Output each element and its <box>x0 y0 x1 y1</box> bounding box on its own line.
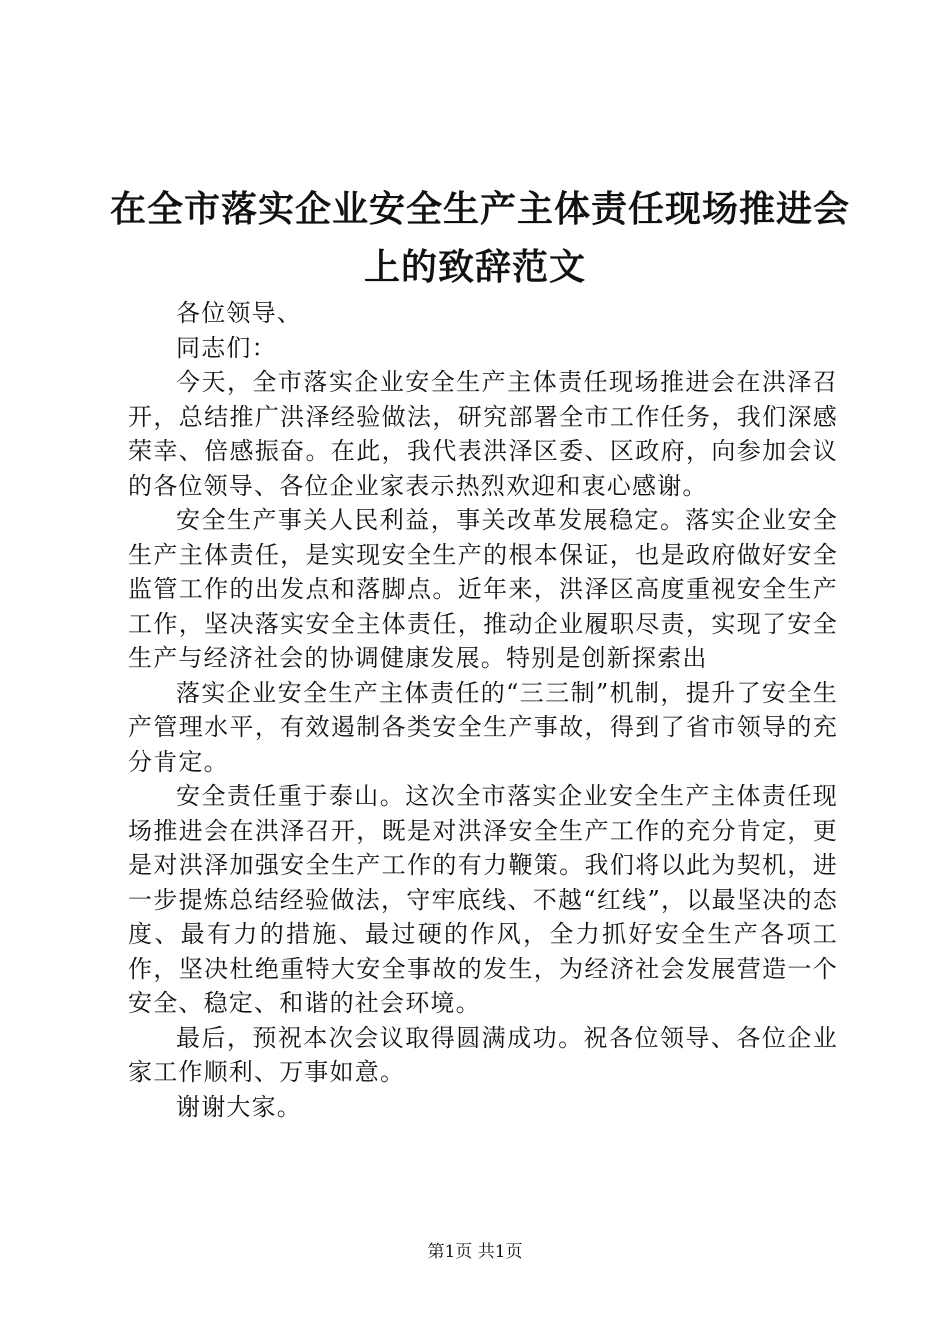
title-line-2: 上的致辞范文 <box>363 246 586 288</box>
document-title <box>110 180 851 296</box>
page-footer: 第1页 共1页 <box>427 1242 523 1262</box>
paragraph-three-system: 落实企业安全生产主体责任的“三三制”机制，提升了安全生产管理水平，有效遏制各类安全生产事故，得到了省市领导的充分肯定。 <box>128 678 838 776</box>
paragraph-closing-wishes: 最后，预祝本次会议取得圆满成功。祝各位领导、各位企业家工作顺利、万事如意。 <box>128 1023 838 1086</box>
paragraph-responsibility: 安全责任重于泰山。这次全市落实企业安全生产主体责任现场推进会在洪泽召开，既是对洪泽安全生产工作的充分肯定，更是对洪泽加强安全生产工作的有力鞭策。我们将以此为契机，进一步提炼总结经验做法，守牢底线、不越“红线”，以最坚决的态度、最有力的措施、最过硬的作风，全力抓好安全生产各项工作，坚决杜绝重特大安全事故的发生，为经济社会发展营造一个安全、稳定、和谐的社会环境。 <box>128 782 838 1017</box>
paragraph-thanks: 谢谢大家。 <box>176 1092 302 1121</box>
document-body <box>128 296 838 1124</box>
title-line-1: 在全市落实企业安全生产主体责任现场推进会 <box>110 188 851 230</box>
paragraph-opening: 今天，全市落实企业安全生产主体责任现场推进会在洪泽召开，总结推广洪泽经验做法，研究部署全市工作任务，我们深感荣幸、倍感振奋。在此，我代表洪泽区委、区政府，向参加会议的各位领导、各位企业家表示热烈欢迎和衷心感谢。 <box>128 368 838 500</box>
paragraph-safety-importance: 安全生产事关人民利益，事关改革发展稳定。落实企业安全生产主体责任，是实现安全生产的根本保证，也是政府做好安全监管工作的出发点和落脚点。近年来，洪泽区高度重视安全生产工作，坚决落实安全主体责任，推动企业履职尽责，实现了安全生产与经济社会的协调健康发展。特别是创新探索出 <box>128 506 838 672</box>
salutation-leaders: 各位领导、 <box>176 299 302 327</box>
salutation-comrades: 同志们： <box>176 333 277 362</box>
